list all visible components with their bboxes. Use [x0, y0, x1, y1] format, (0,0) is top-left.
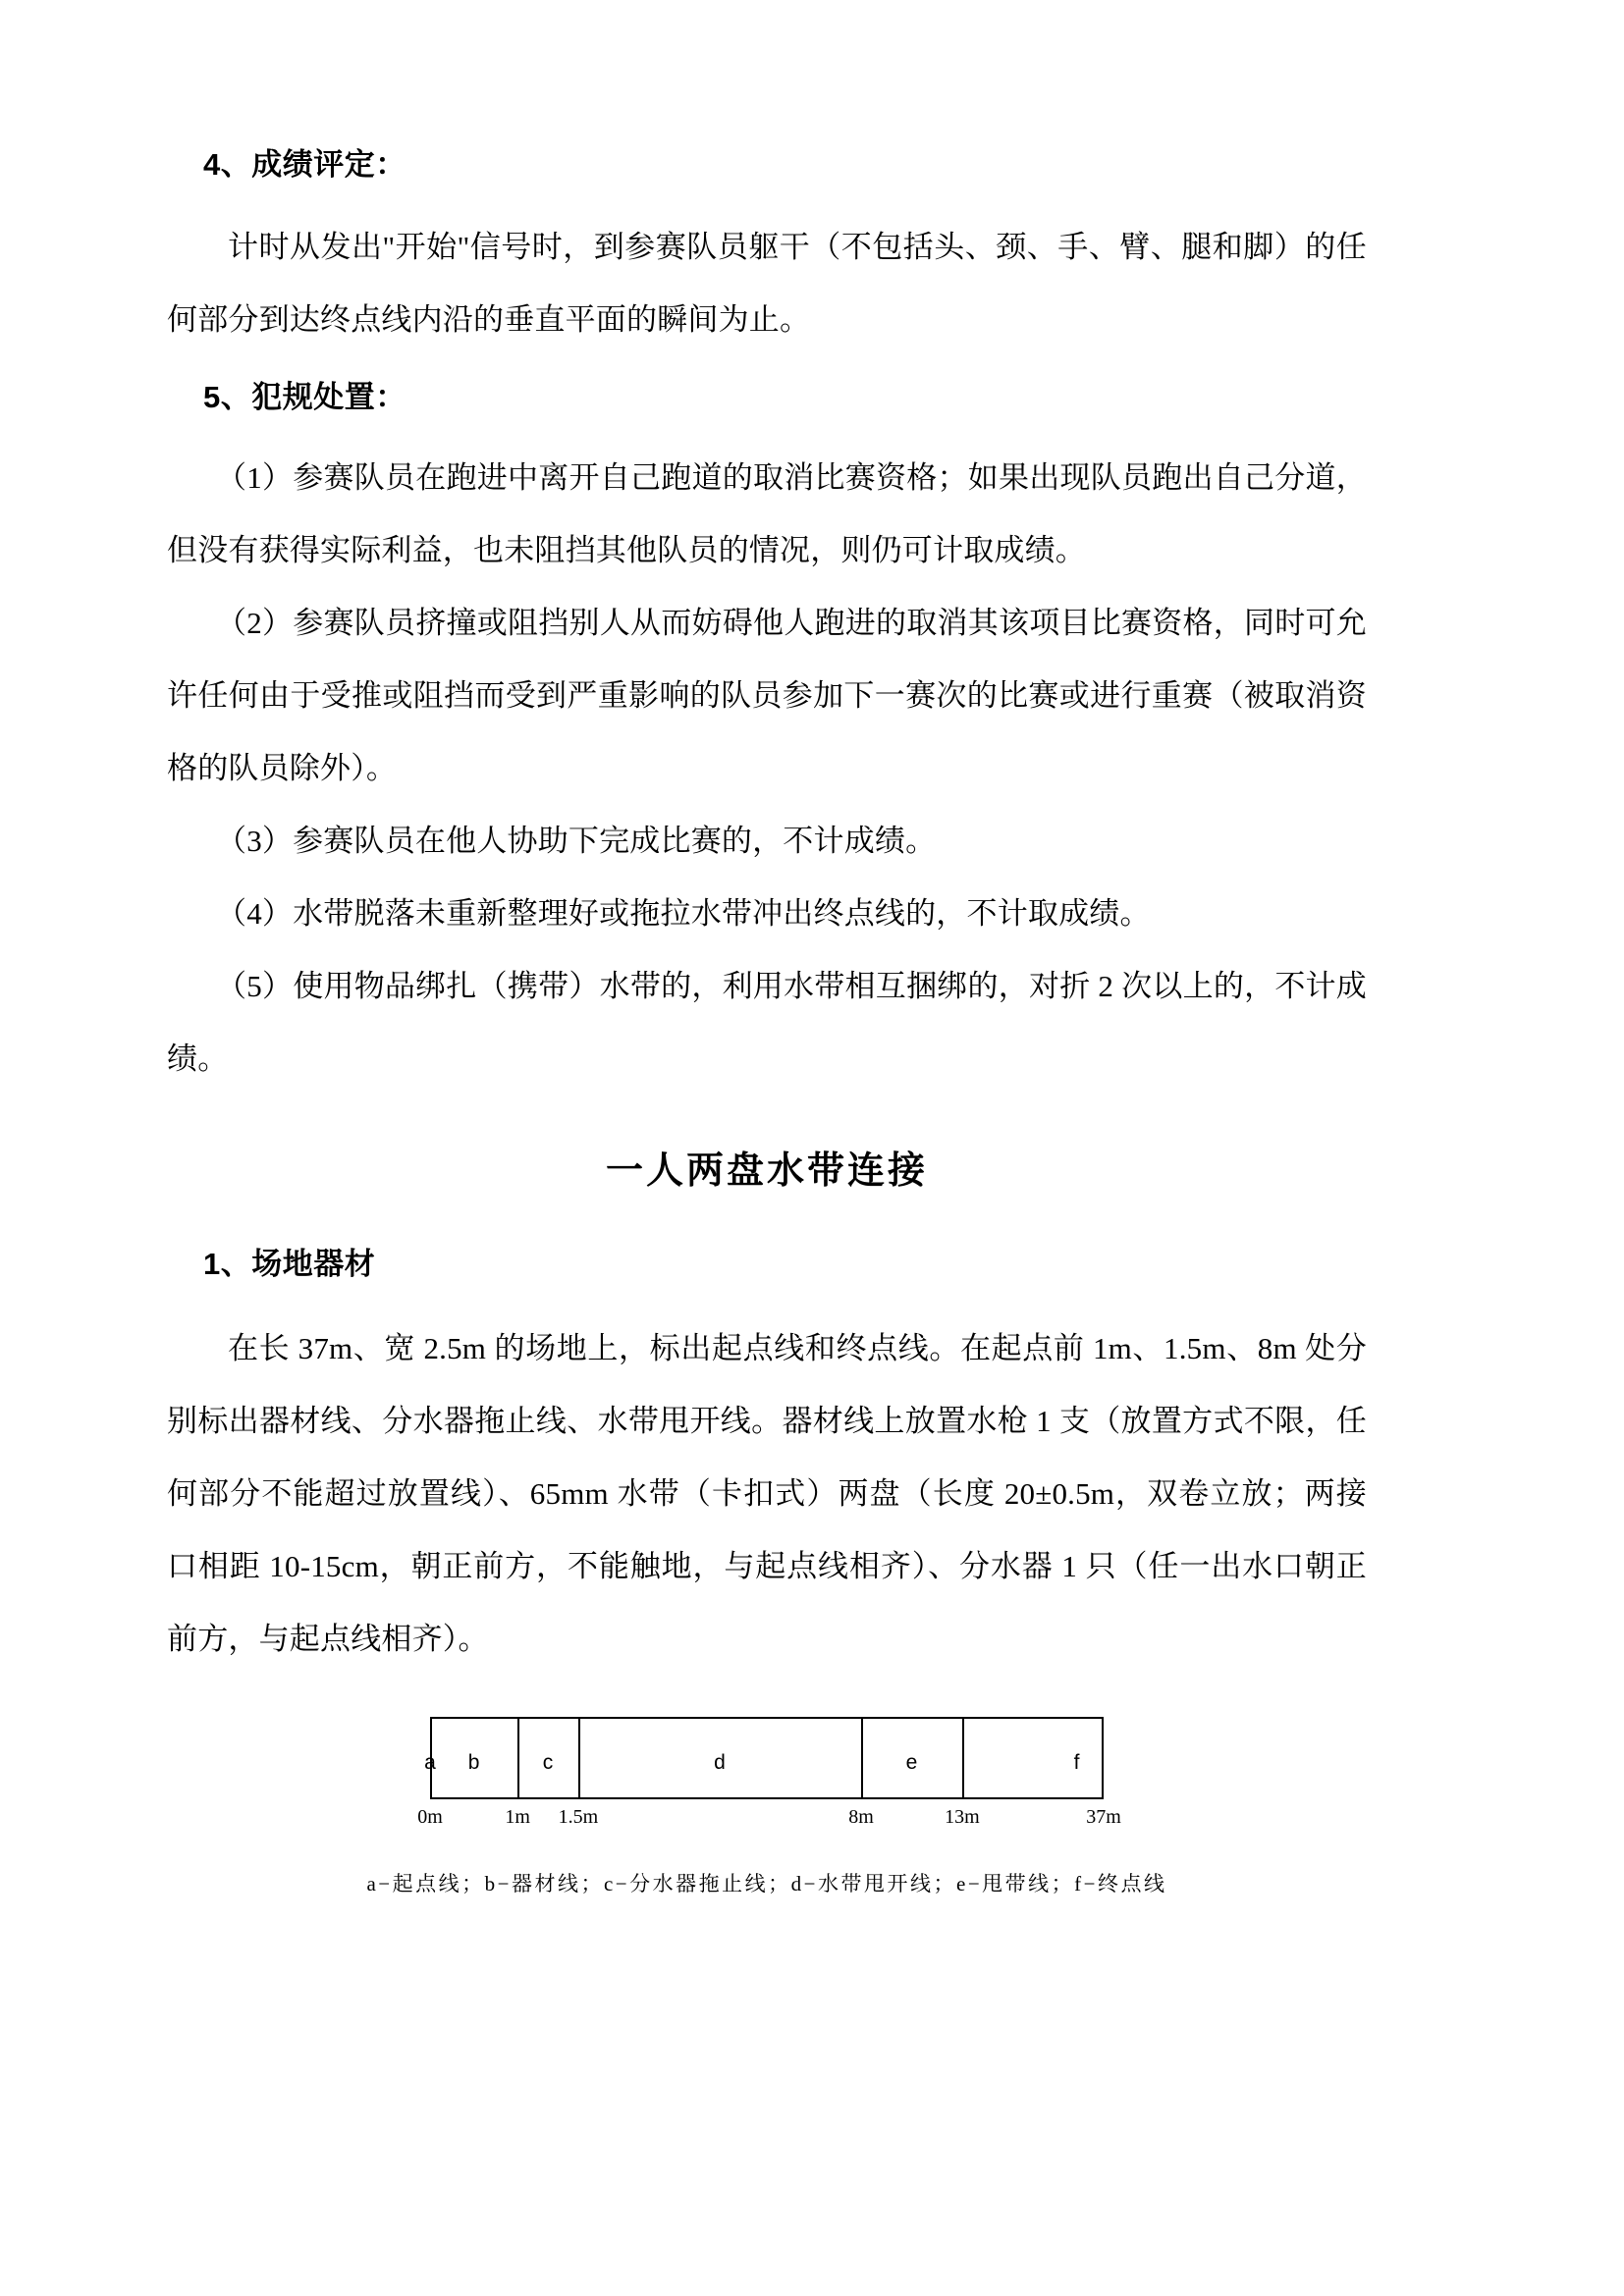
field-diagram-label-e: e — [905, 1751, 918, 1774]
field-diagram-tick: 37m — [1086, 1806, 1121, 1828]
field-diagram-divider-3 — [962, 1717, 964, 1799]
field-diagram-divider-0 — [517, 1717, 519, 1799]
paragraph-venue-equipment: 在长 37m、宽 2.5m 的场地上，标出起点线和终点线。在起点前 1m、1.5m、8m 处分别标出器材线、分水器拖止线、水带甩开线。器材线上放置水枪 1 支（放置方式不限，任何部分不能超过放置线）、65mm 水带（卡扣式）两盘（长度 20±0.5m，双卷立放；两接口相距 10-15cm，朝正前方，不能触地，与起点线相齐）、分水器 1 只（任一出水口朝正前方，与起点线相齐）。 — [167, 1331, 1367, 1656]
field-diagram-tick: 0m — [417, 1806, 443, 1828]
event-title: 一人两盘水带连接 — [605, 1150, 928, 1192]
paragraph-foul-3: （3）参赛队员在他人协助下完成比赛的，不计成绩。 — [216, 824, 937, 858]
paragraph-foul-1: （1）参赛队员在跑进中离开自己跑道的取消比赛资格；如果出现队员跑出自己分道，但没有获得实际利益，也未阻挡其他队员的情况，则仍可计取成绩。 — [167, 460, 1367, 567]
field-diagram-figure — [167, 1717, 1367, 1896]
field-diagram-divider-2 — [861, 1717, 863, 1799]
paragraph-foul-2: （2）参赛队员挤撞或阻挡别人从而妨碍他人跑进的取消其该项目比赛资格，同时可允许任何由于受推或阻挡而受到严重影响的队员参加下一赛次的比赛或进行重赛（被取消资格的队员除外）。 — [167, 606, 1367, 785]
field-diagram — [417, 1717, 1121, 1828]
spacer — [167, 1190, 1367, 1249]
paragraph-foul-4: （4）水带脱落未重新整理好或拖拉水带冲出终点线的，不计取成绩。 — [216, 896, 1151, 931]
field-diagram-label-a: a — [424, 1751, 436, 1774]
top-spacer — [167, 0, 1367, 149]
heading-scoring: 4、成绩评定： — [203, 147, 406, 182]
spacer — [167, 412, 1367, 442]
heading-foul-handling: 5、犯规处置： — [203, 380, 406, 414]
spacer — [167, 1279, 1367, 1312]
heading-venue-equipment: 1、场地器材 — [203, 1247, 376, 1281]
field-diagram-label-d: d — [714, 1751, 726, 1774]
field-diagram-label-f: f — [1073, 1751, 1080, 1774]
field-diagram-tick: 8m — [848, 1806, 874, 1828]
paragraph-foul-5: （5）使用物品绑扎（携带）水带的，利用水带相互捆绑的，对折 2 次以上的，不计成绩。 — [167, 969, 1367, 1076]
field-diagram-divider-1 — [578, 1717, 580, 1799]
spacer — [167, 1095, 1367, 1152]
field-diagram-tick: 1.5m — [558, 1806, 599, 1828]
field-diagram-caption: a−起点线；b−器材线；c−分水器拖止线；d−水带甩开线；e−甩带线；f−终点线 — [366, 1872, 1167, 1896]
field-diagram-label-c: c — [542, 1751, 554, 1774]
page-content — [167, 0, 1367, 1896]
field-diagram-tick: 13m — [945, 1806, 980, 1828]
spacer — [167, 356, 1367, 382]
field-diagram-tick: 1m — [505, 1806, 530, 1828]
field-diagram-outline — [430, 1717, 1104, 1799]
spacer — [167, 180, 1367, 211]
paragraph-scoring-criteria: 计时从发出"开始"信号时，到参赛队员躯干（不包括头、颈、手、臂、腿和脚）的任何部分到达终点线内沿的垂直平面的瞬间为止。 — [167, 230, 1367, 337]
field-diagram-label-b: b — [467, 1751, 480, 1774]
